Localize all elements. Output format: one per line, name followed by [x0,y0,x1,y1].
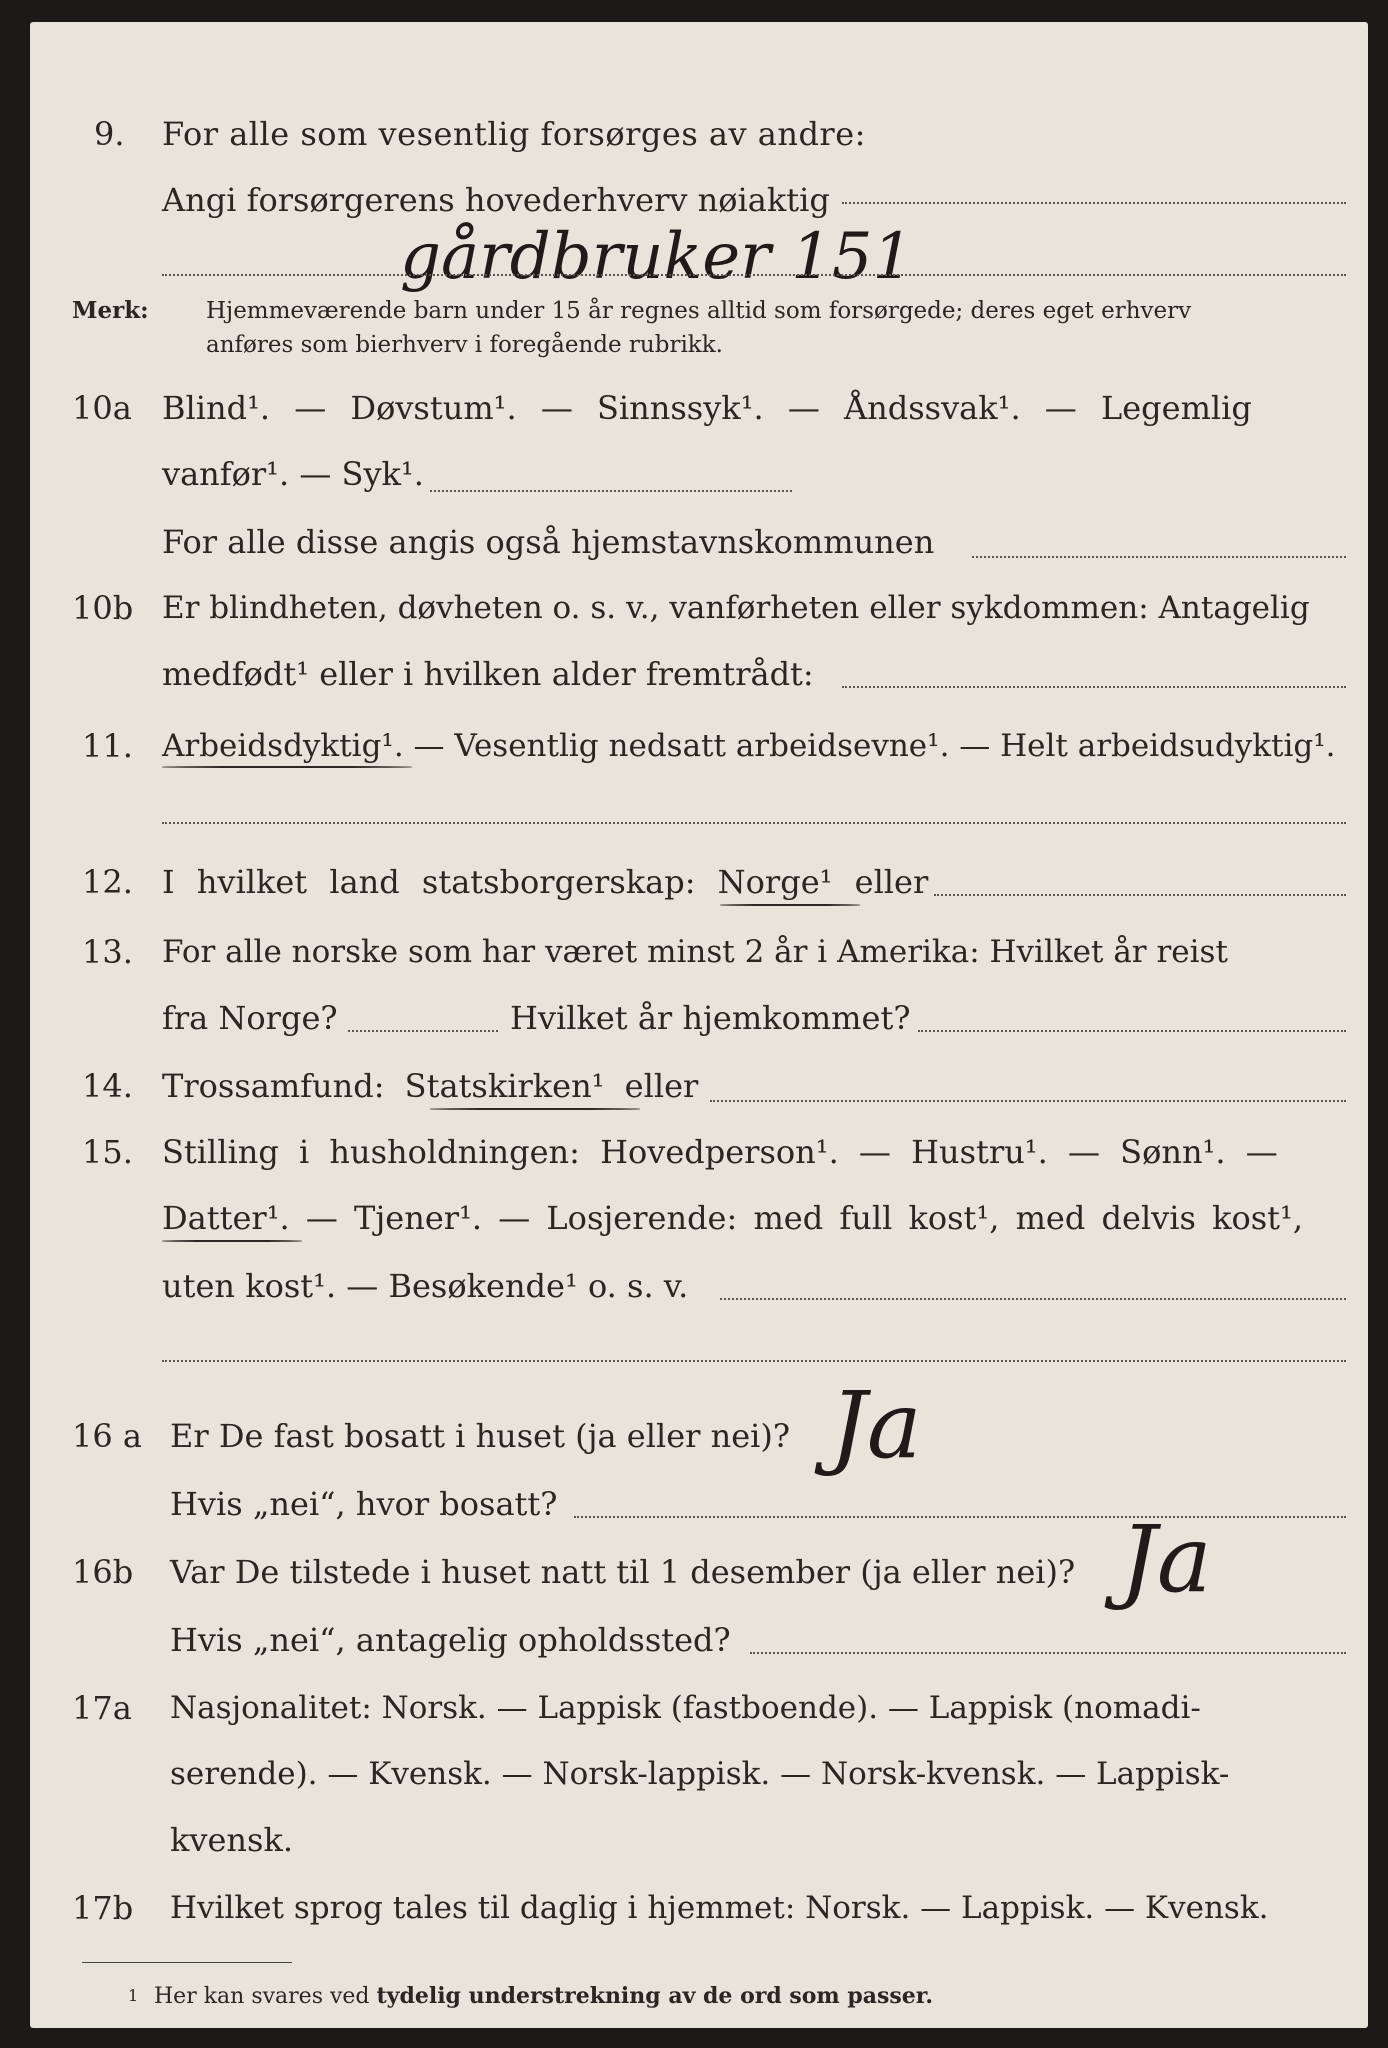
q13-year-left-line [348,1030,498,1032]
q12-fill-line [934,894,1346,896]
q10b-line1: Er blindheten, døvheten o. s. v., vanførheten eller sykdommen: Antagelig [162,590,1310,626]
q16b-fill-line [750,1652,1346,1654]
q12-line1: I hvilket land statsborgerskap: Norge¹ eller [162,863,929,901]
q17a-line2: serende). — Kvensk. — Norsk-lappisk. — Norsk-kvensk. — Lappisk- [170,1756,1230,1792]
q10a-fill-line [430,490,792,492]
q17a-number: 17a [72,1689,132,1727]
q17a-line3: kvensk. [170,1821,293,1859]
q9-fill-line [842,202,1346,204]
q10a-line2: vanfør¹. — Syk¹. [162,455,424,493]
q13-line2a: fra Norge? [162,999,338,1037]
q12-underline-norge [720,904,860,906]
merk-label: Merk: [72,297,149,324]
footnote-text [154,1982,933,2011]
q16a-line2: Hvis „nei“, hvor bosatt? [170,1485,558,1523]
q10b-number: 10b [72,589,134,627]
q13-line1: For alle norske som har været minst 2 år i Amerika: Hvilket år reist [162,934,1228,970]
footnote-rule [82,1962,292,1963]
q15-line1: Stilling i husholdningen: Hovedperson¹. — Hustru¹. — Sønn¹. — [162,1133,1278,1171]
q16a-handwritten-answer: Ja [830,1372,922,1479]
q10a-line1: Blind¹. — Døvstum¹. — Sinnssyk¹. — Åndssvak¹. — Legemlig [162,389,1252,427]
q11-number: 11. [82,727,133,765]
q10a-home-line [972,556,1346,558]
q10a-number: 10a [72,389,132,427]
q9-handwritten-answer: gårdbruker 151 [400,220,914,294]
q15-fill-line-2 [162,1360,1346,1362]
q10b-line2: medfødt¹ eller i hvilken alder fremtrådt: [162,655,814,693]
q10a-line3: For alle disse angis også hjemstavnskommunen [162,523,935,561]
q11-underline-arbeidsdyktig [162,766,412,768]
q16b-line2: Hvis „nei“, antagelig opholdssted? [170,1621,731,1659]
q14-line1: Trossamfund: Statskirken¹ eller [162,1067,699,1105]
q16b-handwritten-answer: Ja [1120,1506,1212,1613]
q15-underline-datter [162,1240,302,1242]
q16a-fill-line [574,1516,1346,1518]
q14-underline-statskirken [430,1108,640,1110]
q17b-number: 17b [72,1889,134,1927]
q9-line2: Angi forsørgerens hovederhverv nøiaktig [162,181,830,219]
q11-line1: Arbeidsdyktig¹. — Vesentlig nedsatt arbeidsevne¹. — Helt arbeidsudyktig¹. [162,728,1336,764]
merk-line2: anføres som bierhverv i foregående rubrikk. [206,332,723,358]
q17b-line1: Hvilket sprog tales til daglig i hjemmet: Norsk. — Lappisk. — Kvensk. [170,1890,1269,1926]
q13-year-return-line [918,1030,1346,1032]
footnote-mark: 1 [128,1986,139,2005]
q15-number: 15. [82,1133,133,1171]
q11-fill-line [162,822,1346,824]
q16b-line1: Var De tilstede i huset natt til 1 desember (ja eller nei)? [170,1553,1076,1591]
q17a-line1: Nasjonalitet: Norsk. — Lappisk (fastboende). — Lappisk (nomadi- [170,1690,1201,1726]
q10b-fill-line [842,686,1346,688]
q9-answer-line [162,274,1346,276]
footnote-text-bold: tydelig understrekning av de ord som passer. [376,1983,934,2009]
q15-fill-line [720,1298,1346,1300]
q16b-number: 16b [72,1553,134,1591]
q15-line3: uten kost¹. — Besøkende¹ o. s. v. [162,1267,689,1305]
q9-line1: For alle som vesentlig forsørges av andre: [162,115,866,153]
q13-number: 13. [82,933,133,971]
q13-line2b: Hvilket år hjemkommet? [510,999,911,1037]
q12-number: 12. [82,863,133,901]
q9-number: 9. [94,115,125,153]
q14-fill-line [710,1100,1346,1102]
census-form-page [30,22,1368,2028]
q15-line2: Datter¹. — Tjener¹. — Losjerende: med full kost¹, med delvis kost¹, [162,1199,1304,1237]
merk-line1: Hjemmeværende barn under 15 år regnes alltid som forsørgede; deres eget erhverv [206,298,1192,324]
q16a-number: 16 a [72,1417,142,1455]
q16a-line1: Er De fast bosatt i huset (ja eller nei)? [170,1417,791,1455]
footnote-text-regular: Her kan svares ved [154,1984,370,2009]
q14-number: 14. [82,1067,133,1105]
